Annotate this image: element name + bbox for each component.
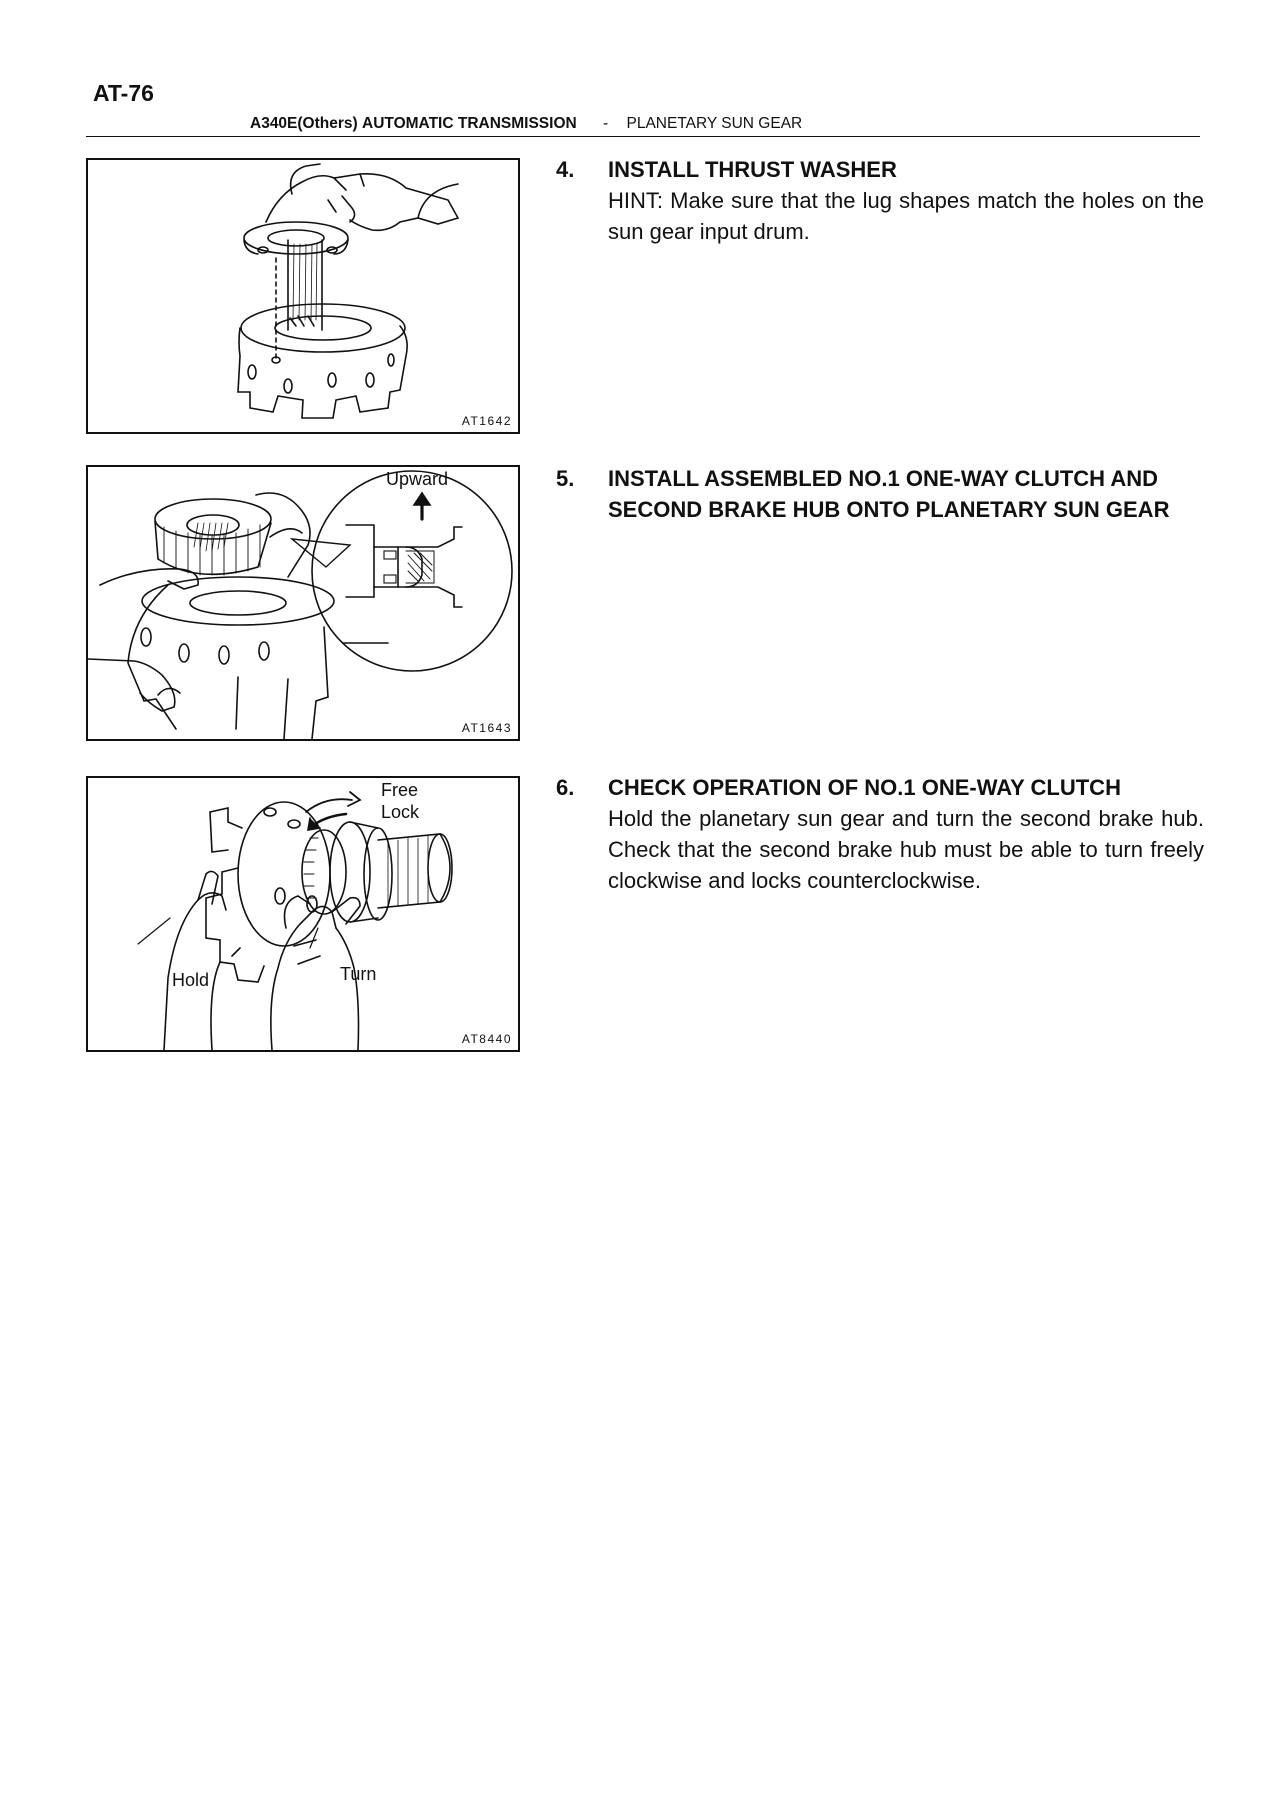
step-6	[556, 772, 1204, 896]
label-lock: Lock	[381, 802, 420, 822]
header-topic: PLANETARY SUN GEAR	[626, 115, 803, 132]
running-header	[250, 115, 802, 133]
step-number: 6.	[556, 775, 575, 800]
step-number: 4.	[556, 157, 575, 182]
figure-thrust-washer	[86, 158, 520, 434]
label-upward: Upward	[386, 469, 449, 489]
step-title: CHECK OPERATION OF NO.1 ONE-WAY CLUTCH	[608, 775, 1121, 800]
step-title: INSTALL ASSEMBLED NO.1 ONE-WAY CLUTCH AND SECOND BRAKE HUB ONTO PLANETARY SUN GEAR	[608, 466, 1170, 522]
step-number: 5.	[556, 466, 575, 491]
thrust-washer-illustration	[88, 160, 518, 432]
label-free: Free	[381, 780, 419, 800]
figure-one-way-clutch-install	[86, 465, 520, 741]
header-section: AUTOMATIC TRANSMISSION	[362, 115, 577, 132]
step-body: HINT: Make sure that the lug shapes match the holes on the sun gear input drum.	[608, 188, 1204, 244]
clutch-operation-illustration	[88, 778, 518, 1050]
figure-code: AT1643	[461, 721, 512, 735]
figure-code: AT8440	[461, 1032, 512, 1046]
step-title: INSTALL THRUST WASHER	[608, 157, 897, 182]
figure-clutch-operation	[86, 776, 520, 1052]
step-5	[556, 463, 1204, 525]
header-separator: -	[603, 115, 609, 132]
page-number: AT-76	[93, 80, 154, 106]
clutch-install-illustration	[88, 467, 518, 739]
step-4	[556, 154, 1204, 247]
figure-code: AT1642	[461, 414, 512, 428]
step-body: Hold the planetary sun gear and turn the second brake hub. Check that the second brake hub must be able to turn freely clockwise and locks counterclockwise.	[608, 806, 1204, 893]
header-rule	[86, 136, 1200, 137]
header-model: A340E(Others)	[250, 115, 358, 132]
label-hold: Hold	[172, 970, 210, 990]
label-turn: Turn	[340, 964, 377, 984]
